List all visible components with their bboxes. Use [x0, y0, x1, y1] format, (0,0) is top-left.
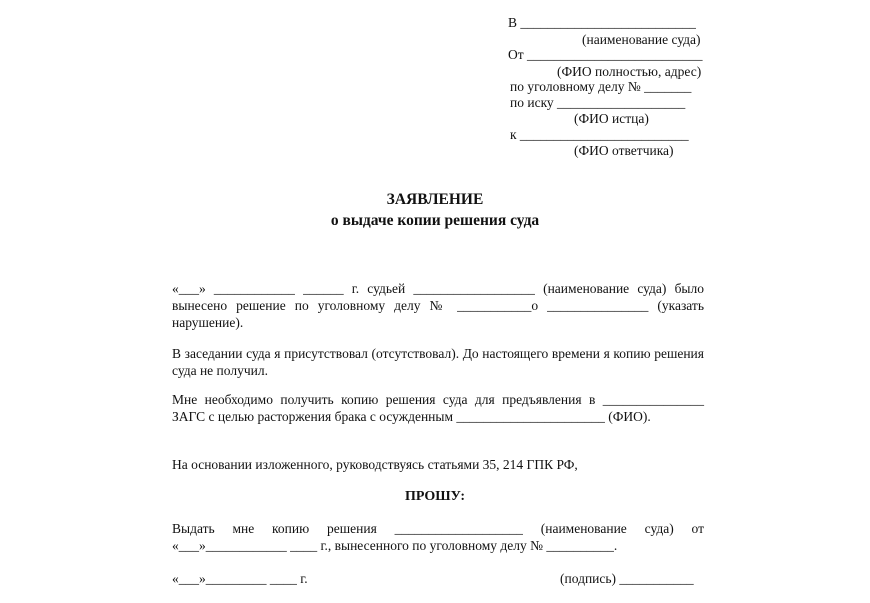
paragraph-purpose: Мне необходимо получить копию решения суда для предъявления в _______________ ЗАГС с целью расторжения брака с осужденным ______________________ (ФИО). — [172, 392, 704, 424]
header-plaintiff-hint: (ФИО истца) — [574, 111, 649, 126]
request-text: Выдать мне копию решения ___________________ (наименование суда) от «___»____________ ____ г., вынесенного по уголовному делу № __________. — [172, 521, 704, 553]
paragraph-legal-basis: На основании изложенного, руководствуясь статьями 35, 214 ГПК РФ, — [172, 457, 578, 472]
header-court-hint: (наименование суда) — [582, 32, 701, 47]
header-to-line: В __________________________ — [508, 15, 696, 30]
header-fio-hint: (ФИО полностью, адрес) — [557, 64, 702, 79]
paragraph-attendance: В заседании суда я присутствовал (отсутствовал). До настоящего времени я копию решения суда не получил. — [172, 346, 704, 378]
header-defendant-hint: (ФИО ответчика) — [574, 143, 674, 158]
request-heading: ПРОШУ: — [404, 489, 466, 504]
paragraph-decision: «___» ____________ ______ г. судьей __________________ (наименование суда) было вынесено решение по уголовному делу № ___________о _______________ (указать нарушение). — [172, 281, 704, 330]
header-lawsuit-line: по иску ___________________ — [510, 95, 686, 110]
header-against-line: к _________________________ — [510, 127, 689, 142]
document-subtitle: о выдаче копии решения суда — [330, 212, 540, 229]
header-case-line: по уголовному делу № _______ — [510, 79, 692, 94]
footer-date-line: «___»_________ ____ г. — [172, 571, 308, 586]
header-from-line: От __________________________ — [508, 47, 703, 62]
document-title: ЗАЯВЛЕНИЕ — [386, 191, 484, 208]
footer-signature-line: (подпись) ___________ — [560, 571, 694, 586]
